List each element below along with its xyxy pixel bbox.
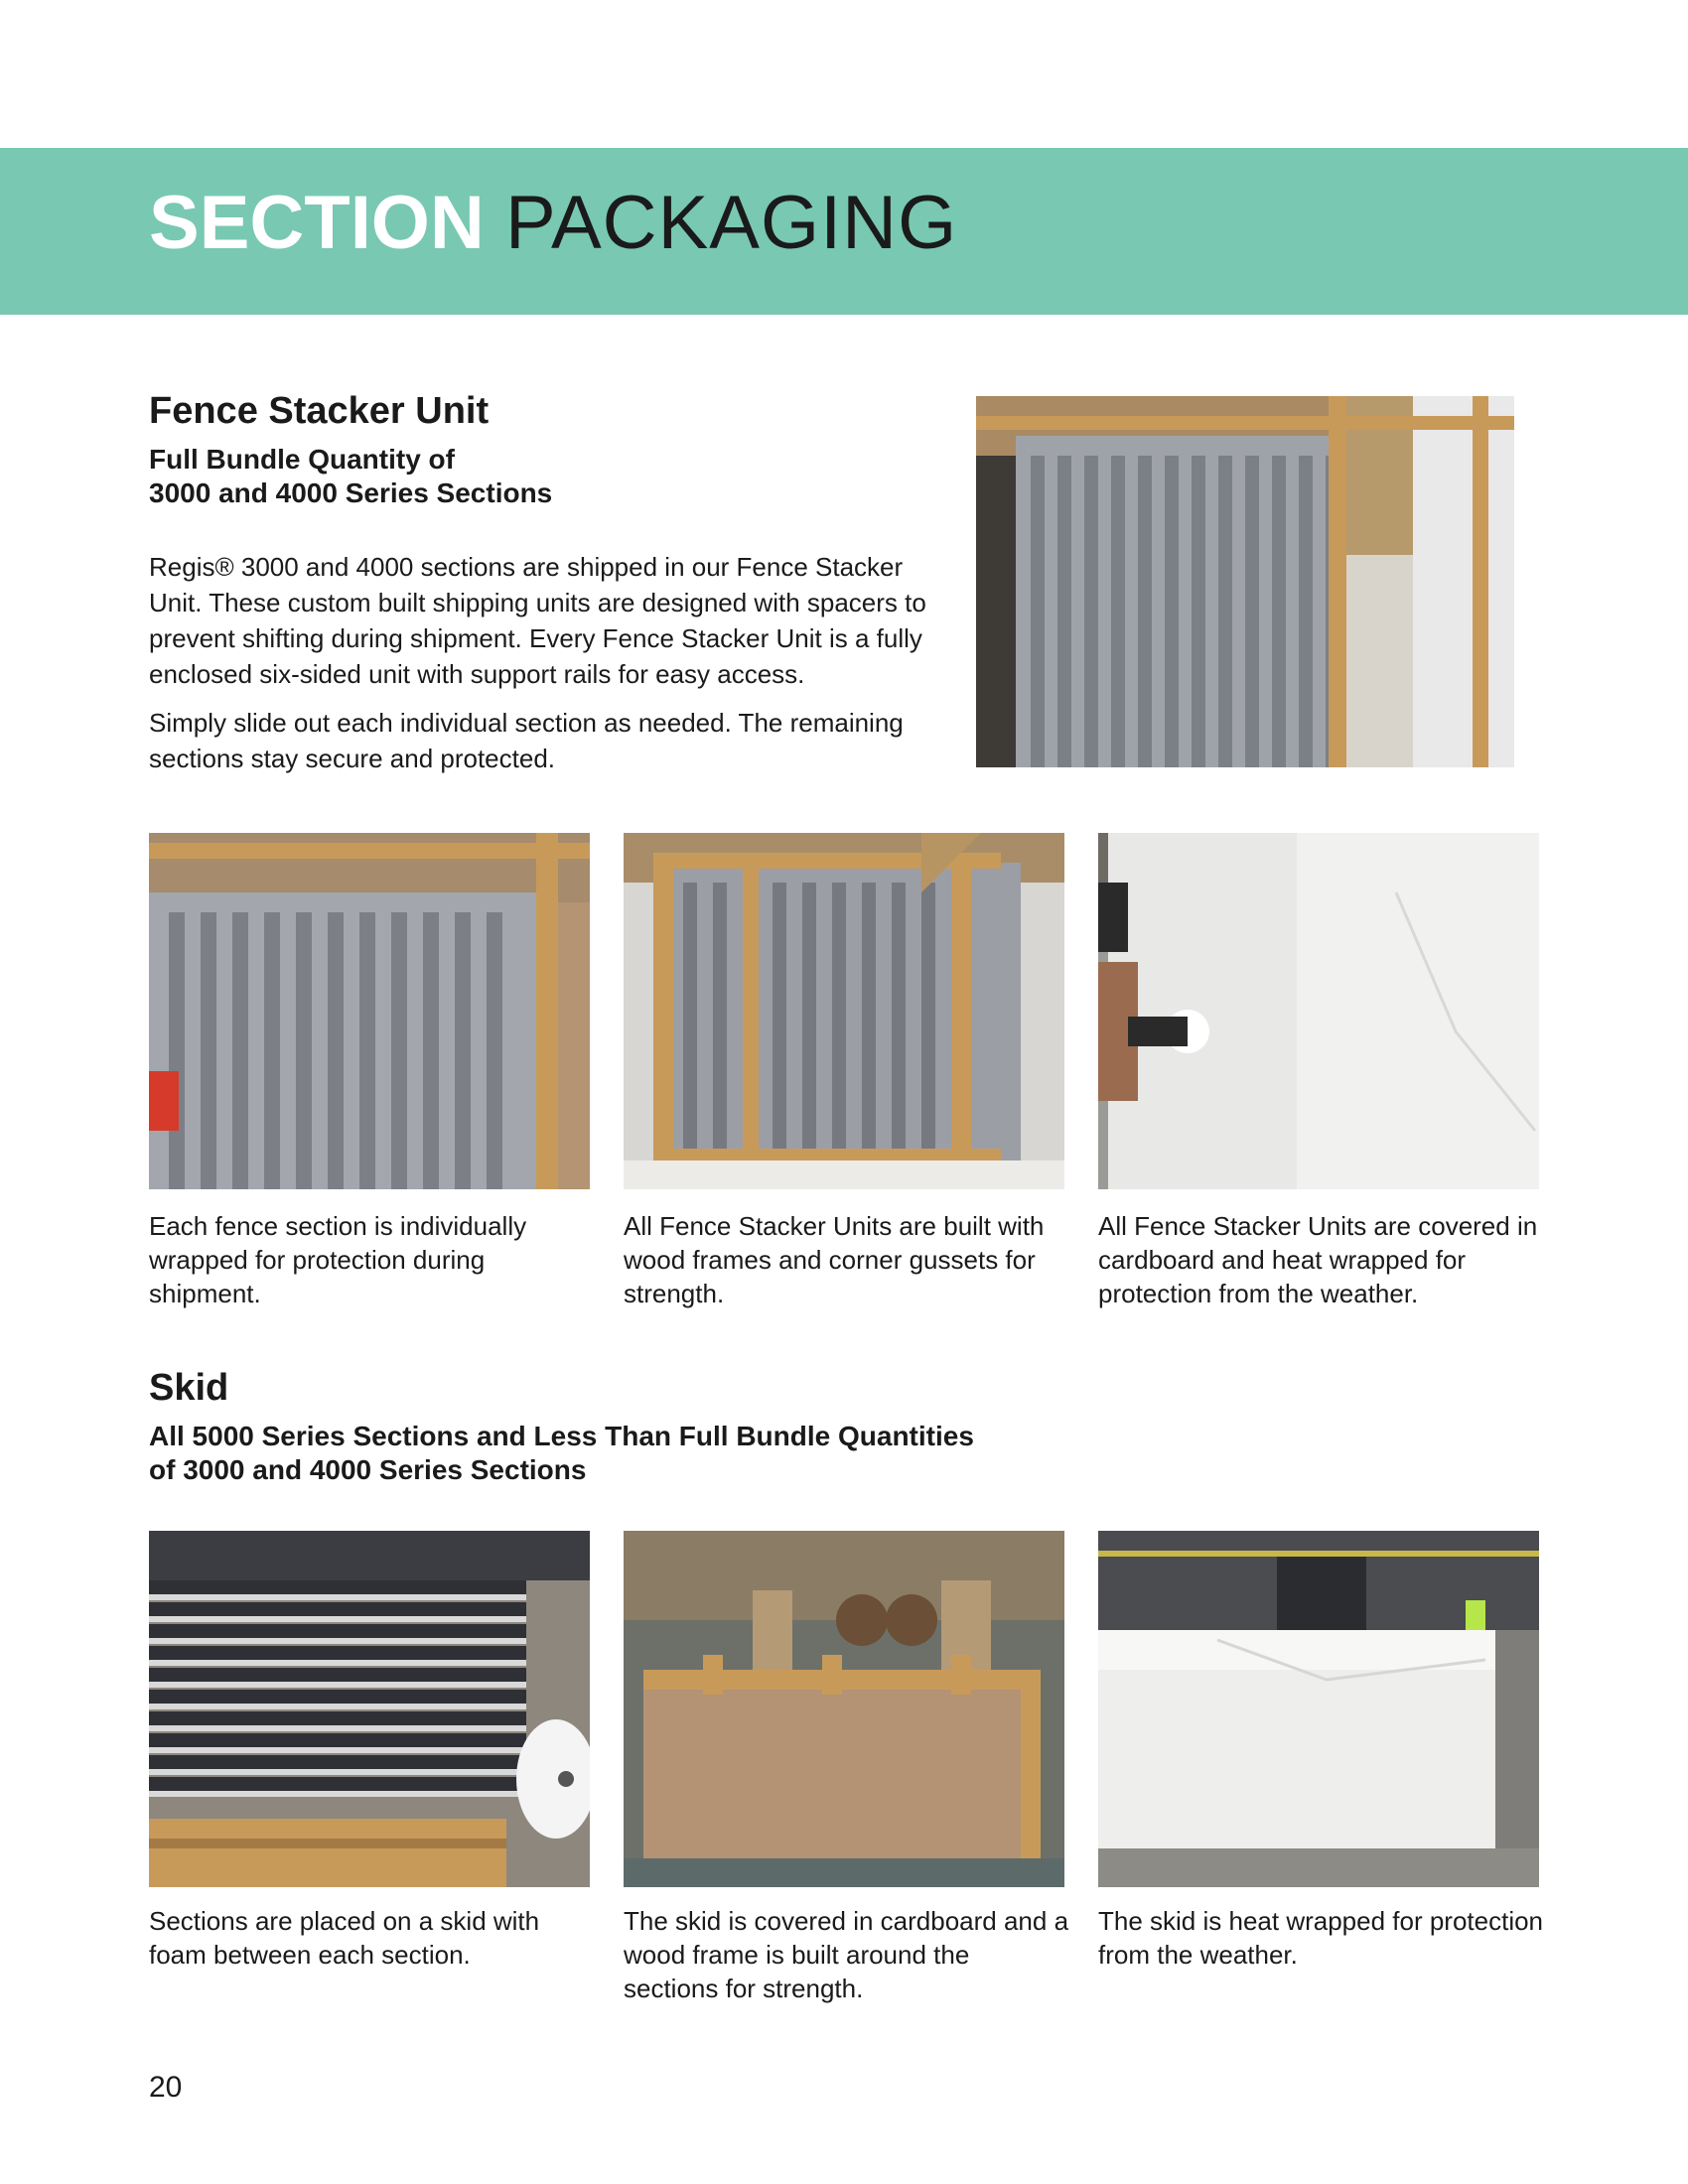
title-light: PACKAGING [504, 181, 958, 265]
page-number: 20 [149, 2071, 183, 2104]
fence-stacker-paragraph-1: Regis® 3000 and 4000 sections are shipped in our Fence Stacker Unit. These custom built shipping units are designed with spacers to prevent shifting during shipment. Every Fence Stacker Unit is a fully enclosed six-sided unit with support rails for easy access. [149, 552, 926, 689]
caption-skid-cardboard-frame: The skid is covered in cardboard and a wood frame is built around the sections for strength. [624, 1906, 1069, 2003]
caption-skid-foam: Sections are placed on a skid with foam between each section. [149, 1906, 540, 1970]
skid-subheading [149, 1420, 974, 1487]
caption-skid-heat-wrapped: The skid is heat wrapped for protection from the weather. [1098, 1906, 1544, 1970]
fence-stacker-paragraph-2: Simply slide out each individual section as needed. The remaining sections stay secure and protected. [149, 708, 904, 773]
heat-wrapped-unit-photo [1098, 833, 1539, 1189]
page-title [149, 181, 958, 265]
skid-heading: Skid [149, 1367, 229, 1409]
header-banner [0, 148, 1688, 315]
title-bold: SECTION [149, 181, 485, 265]
caption-heat-wrapped-unit: All Fence Stacker Units are covered in cardboard and heat wrapped for protection from the weather. [1098, 1211, 1538, 1308]
wood-frame-unit-photo [624, 833, 1064, 1189]
fence-stacker-subheading-line1: Full Bundle Quantity of [149, 444, 455, 475]
skid-subheading-line2: of 3000 and 4000 Series Sections [149, 1454, 587, 1485]
skid-heat-wrapped-photo [1098, 1531, 1539, 1887]
skid-foam-photo [149, 1531, 590, 1887]
skid-subheading-line1: All 5000 Series Sections and Less Than Full Bundle Quantities [149, 1421, 974, 1451]
fence-stacker-subheading [149, 443, 552, 510]
fence-stacker-subheading-line2: 3000 and 4000 Series Sections [149, 478, 553, 508]
wrapped-section-photo [149, 833, 590, 1189]
caption-wood-frame: All Fence Stacker Units are built with wood frames and corner gussets for strength. [624, 1211, 1045, 1308]
caption-wrapped-section: Each fence section is individually wrapped for protection during shipment. [149, 1211, 527, 1308]
fence-stacker-photo [976, 396, 1514, 767]
fence-stacker-heading: Fence Stacker Unit [149, 390, 490, 432]
skid-cardboard-frame-photo [624, 1531, 1064, 1887]
